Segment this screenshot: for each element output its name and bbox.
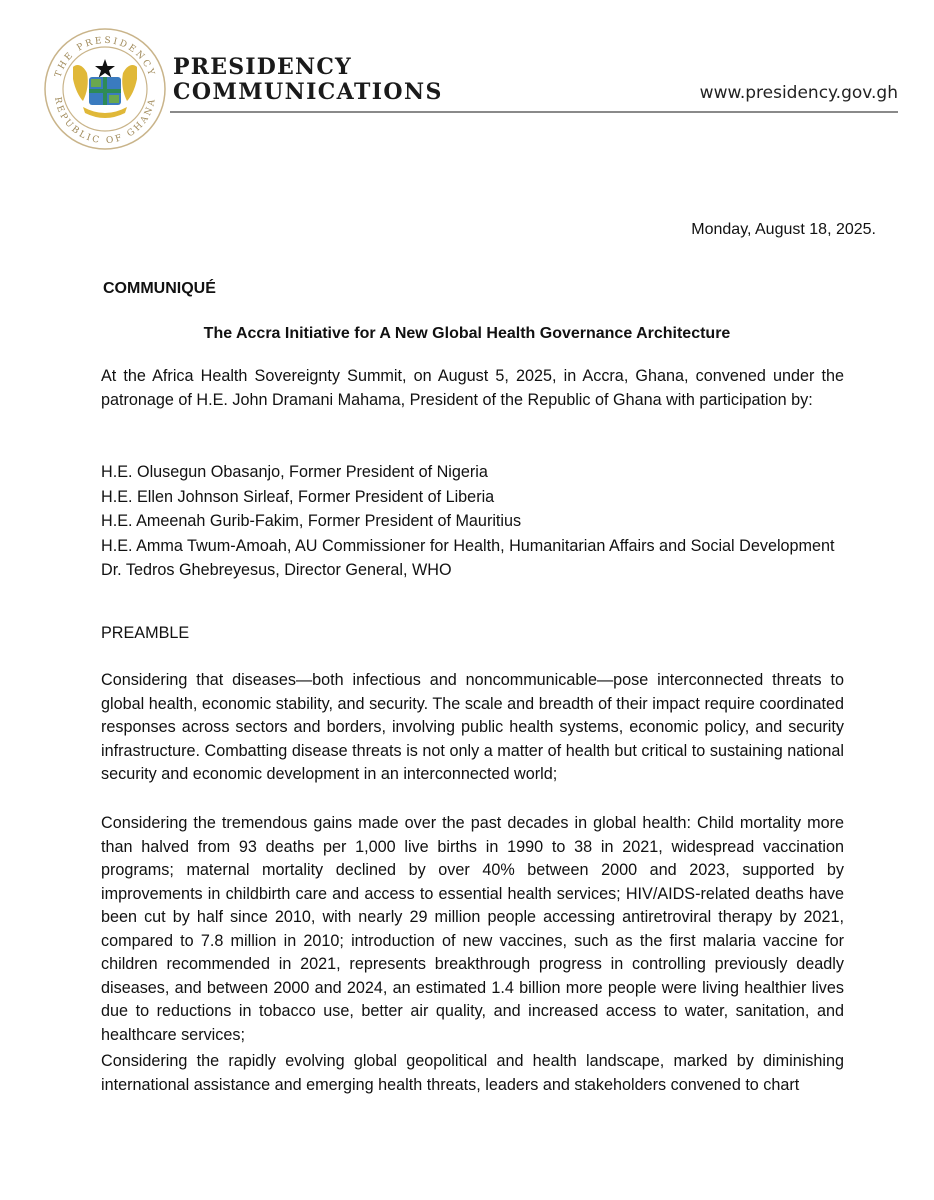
website-link[interactable]: www.presidency.gov.gh bbox=[699, 83, 898, 103]
participant-item: Dr. Tedros Ghebreyesus, Director General, WHO bbox=[101, 561, 452, 579]
letterhead bbox=[0, 0, 934, 160]
brand-wordmark bbox=[173, 55, 443, 105]
participant-item: H.E. Olusegun Obasanjo, Former President of Nigeria bbox=[101, 463, 488, 481]
participant-item: H.E. Amma Twum-Amoah, AU Commissioner for Health, Humanitarian Affairs and Social Development bbox=[101, 536, 835, 555]
participant-item: H.E. Ameenah Gurib-Fakim, Former President of Mauritius bbox=[101, 512, 522, 530]
document-type-label: COMMUNIQUÉ bbox=[103, 280, 216, 297]
ghana-coat-of-arms-icon bbox=[43, 27, 167, 151]
presidency-seal-logo bbox=[43, 27, 167, 151]
header-divider bbox=[170, 111, 898, 113]
preamble-paragraph: Considering the tremendous gains made over the past decades in global health: Child mortality more than halved from 93 deaths per 1,000 live births in 1990 to 38 in 2021, widespread vaccination programs; maternal mortality declined by over 40% between 2000 and 2023, supported by improvements in childbirth care and access to essential health services; HIV/AIDS-related deaths have been cut by half since 2010, with nearly 29 million people accessing antiretroviral therapy by 2021, compared to 7.8 million in 2010; introduction of new vaccines, such as the first malaria vaccine for children recommended in 2021, represents breakthrough progress in controlling previously deadly diseases, and between 2000 and 2024, an estimated 1.4 billion more people were living healthier lives due to reductions in tobacco use, better air quality, and increased access to water, sanitation, and healthcare services; bbox=[101, 814, 844, 1044]
intro-paragraph: At the Africa Health Sovereignty Summit, on August 5, 2025, in Accra, Ghana, convened under the patronage of H.E. John Dramani Mahama, President of the Republic of Ghana with participation by: bbox=[101, 367, 844, 409]
seal-text-top: THE PRESIDENCY bbox=[53, 35, 157, 79]
preamble-paragraph: Considering that diseases—both infectious and noncommunicable—pose interconnected threats to global health, economic stability, and security. The scale and breadth of their impact require coordinated responses across sectors and borders, involving public health systems, economic policy, and security infrastructure. Combatting disease threats is not only a matter of health but critical to sustaining national security and economic development in an interconnected world; bbox=[101, 671, 844, 783]
preamble-paragraph: Considering the rapidly evolving global geopolitical and health landscape, marked by diminishing international assistance and emerging health threats, leaders and stakeholders convened to chart bbox=[101, 1052, 844, 1094]
section-heading-preamble: PREAMBLE bbox=[101, 624, 190, 642]
participant-item: H.E. Ellen Johnson Sirleaf, Former President of Liberia bbox=[101, 487, 495, 506]
brand-line-presidency: PRESIDENCY bbox=[173, 54, 352, 80]
document-title: The Accra Initiative for A New Global Health Governance Architecture bbox=[203, 325, 731, 342]
seal-text-bottom: REPUBLIC OF GHANA bbox=[52, 96, 158, 147]
document-date: Monday, August 18, 2025. bbox=[691, 221, 876, 238]
participants-list bbox=[101, 460, 844, 583]
brand-line-communications: COMMUNICATIONS bbox=[173, 79, 443, 105]
